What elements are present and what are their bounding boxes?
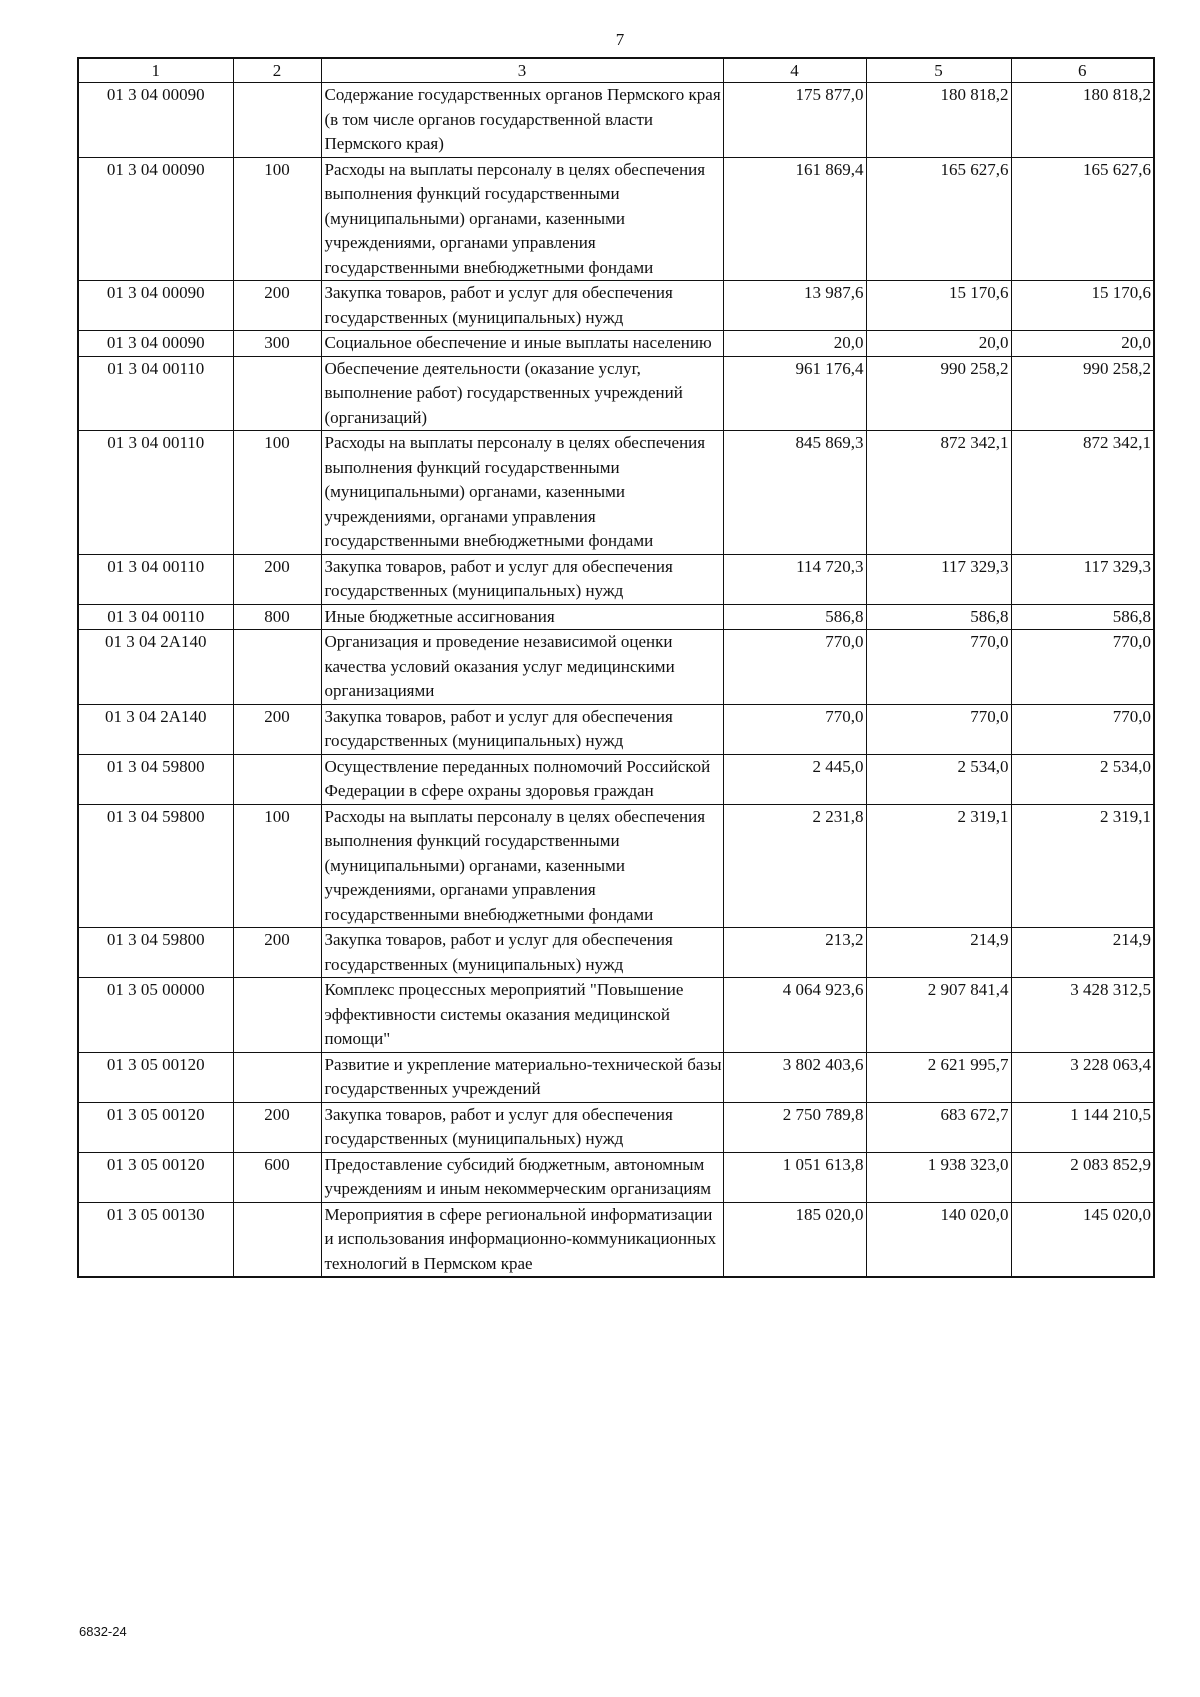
cell-description: Иные бюджетные ассигнования [321,604,723,630]
table-row [78,1202,1154,1277]
cell-expense-type [233,356,321,431]
table-row [78,431,1154,555]
cell-amount-col4: 961 176,4 [723,356,866,431]
cell-expense-type [233,1202,321,1277]
budget-table [77,57,1155,1278]
column-header-5: 5 [866,58,1011,83]
cell-target-code: 01 3 04 59800 [78,754,233,804]
cell-amount-col4: 13 987,6 [723,281,866,331]
cell-expense-type: 200 [233,1102,321,1152]
cell-amount-col6: 2 534,0 [1011,754,1154,804]
cell-target-code: 01 3 05 00130 [78,1202,233,1277]
cell-amount-col6: 165 627,6 [1011,157,1154,281]
cell-amount-col5: 117 329,3 [866,554,1011,604]
cell-amount-col5: 15 170,6 [866,281,1011,331]
cell-target-code: 01 3 04 00090 [78,157,233,281]
cell-amount-col6: 586,8 [1011,604,1154,630]
cell-amount-col4: 185 020,0 [723,1202,866,1277]
cell-target-code: 01 3 04 00110 [78,431,233,555]
cell-target-code: 01 3 04 00110 [78,356,233,431]
cell-amount-col5: 2 621 995,7 [866,1052,1011,1102]
cell-amount-col4: 586,8 [723,604,866,630]
cell-expense-type: 100 [233,431,321,555]
header-row [78,58,1154,83]
cell-amount-col5: 990 258,2 [866,356,1011,431]
cell-amount-col4: 845 869,3 [723,431,866,555]
cell-amount-col6: 872 342,1 [1011,431,1154,555]
cell-amount-col6: 3 228 063,4 [1011,1052,1154,1102]
cell-description: Закупка товаров, работ и услуг для обеспечения государственных (муниципальных) нужд [321,1102,723,1152]
table-row [78,356,1154,431]
cell-amount-col5: 2 319,1 [866,804,1011,928]
cell-amount-col5: 180 818,2 [866,83,1011,158]
cell-description: Закупка товаров, работ и услуг для обеспечения государственных (муниципальных) нужд [321,554,723,604]
cell-amount-col6: 214,9 [1011,928,1154,978]
cell-amount-col6: 117 329,3 [1011,554,1154,604]
cell-expense-type [233,630,321,705]
cell-description: Социальное обеспечение и иные выплаты населению [321,331,723,357]
cell-target-code: 01 3 04 00090 [78,331,233,357]
cell-expense-type: 100 [233,804,321,928]
table-row [78,157,1154,281]
column-header-6: 6 [1011,58,1154,83]
cell-description: Предоставление субсидий бюджетным, автономным учреждениям и иным некоммерческим организациям [321,1152,723,1202]
cell-target-code: 01 3 04 00090 [78,83,233,158]
document-id: 6832-24 [79,1624,127,1639]
table-row [78,978,1154,1053]
column-header-4: 4 [723,58,866,83]
table-row [78,604,1154,630]
cell-amount-col4: 2 750 789,8 [723,1102,866,1152]
cell-description: Обеспечение деятельности (оказание услуг, выполнение работ) государственных учреждений (организаций) [321,356,723,431]
table-row [78,1052,1154,1102]
cell-amount-col5: 2 907 841,4 [866,978,1011,1053]
cell-amount-col6: 770,0 [1011,704,1154,754]
cell-description: Расходы на выплаты персоналу в целях обеспечения выполнения функций государственными (муниципальными) органами, казенными учреждениями, органами управления государственными внебюджетными фондами [321,431,723,555]
cell-expense-type: 200 [233,281,321,331]
column-header-2: 2 [233,58,321,83]
cell-amount-col4: 1 051 613,8 [723,1152,866,1202]
cell-amount-col4: 2 231,8 [723,804,866,928]
table-row [78,331,1154,357]
cell-amount-col6: 1 144 210,5 [1011,1102,1154,1152]
cell-target-code: 01 3 05 00000 [78,978,233,1053]
table-row [78,704,1154,754]
cell-target-code: 01 3 04 00110 [78,554,233,604]
cell-expense-type: 200 [233,928,321,978]
cell-amount-col6: 2 083 852,9 [1011,1152,1154,1202]
cell-amount-col5: 1 938 323,0 [866,1152,1011,1202]
cell-expense-type: 100 [233,157,321,281]
cell-expense-type: 200 [233,554,321,604]
cell-target-code: 01 3 05 00120 [78,1102,233,1152]
cell-amount-col5: 770,0 [866,704,1011,754]
table-row [78,1152,1154,1202]
cell-target-code: 01 3 04 00090 [78,281,233,331]
cell-amount-col4: 4 064 923,6 [723,978,866,1053]
cell-amount-col6: 15 170,6 [1011,281,1154,331]
cell-description: Закупка товаров, работ и услуг для обеспечения государственных (муниципальных) нужд [321,281,723,331]
cell-amount-col5: 165 627,6 [866,157,1011,281]
cell-expense-type: 200 [233,704,321,754]
cell-expense-type [233,978,321,1053]
cell-description: Организация и проведение независимой оценки качества условий оказания услуг медицинскими организациями [321,630,723,705]
cell-amount-col5: 214,9 [866,928,1011,978]
cell-amount-col4: 175 877,0 [723,83,866,158]
cell-amount-col5: 140 020,0 [866,1202,1011,1277]
cell-amount-col4: 770,0 [723,704,866,754]
cell-amount-col5: 20,0 [866,331,1011,357]
cell-expense-type: 800 [233,604,321,630]
cell-amount-col5: 2 534,0 [866,754,1011,804]
column-header-3: 3 [321,58,723,83]
cell-description: Содержание государственных органов Пермского края (в том числе органов государственной власти Пермского края) [321,83,723,158]
column-header-1: 1 [78,58,233,83]
cell-target-code: 01 3 04 59800 [78,928,233,978]
table-body [78,83,1154,1278]
cell-description: Комплекс процессных мероприятий "Повышение эффективности системы оказания медицинской помощи" [321,978,723,1053]
cell-amount-col5: 770,0 [866,630,1011,705]
cell-description: Развитие и укрепление материально-технической базы государственных учреждений [321,1052,723,1102]
table-row [78,754,1154,804]
table-row [78,281,1154,331]
cell-amount-col4: 3 802 403,6 [723,1052,866,1102]
cell-amount-col6: 145 020,0 [1011,1202,1154,1277]
cell-target-code: 01 3 04 59800 [78,804,233,928]
cell-amount-col6: 180 818,2 [1011,83,1154,158]
cell-description: Осуществление переданных полномочий Российской Федерации в сфере охраны здоровья граждан [321,754,723,804]
cell-description: Расходы на выплаты персоналу в целях обеспечения выполнения функций государственными (муниципальными) органами, казенными учреждениями, органами управления государственными внебюджетными фондами [321,157,723,281]
table-row [78,630,1154,705]
cell-amount-col6: 2 319,1 [1011,804,1154,928]
cell-description: Закупка товаров, работ и услуг для обеспечения государственных (муниципальных) нужд [321,928,723,978]
cell-amount-col5: 683 672,7 [866,1102,1011,1152]
page-number: 7 [615,30,625,49]
cell-expense-type: 300 [233,331,321,357]
cell-description: Мероприятия в сфере региональной информатизации и использования информационно-коммуникационных технологий в Пермском крае [321,1202,723,1277]
cell-amount-col5: 872 342,1 [866,431,1011,555]
cell-amount-col4: 770,0 [723,630,866,705]
cell-target-code: 01 3 04 2А140 [78,630,233,705]
cell-amount-col6: 3 428 312,5 [1011,978,1154,1053]
cell-expense-type [233,754,321,804]
cell-amount-col5: 586,8 [866,604,1011,630]
cell-target-code: 01 3 04 00110 [78,604,233,630]
table-row [78,83,1154,158]
table-row [78,1102,1154,1152]
cell-amount-col6: 990 258,2 [1011,356,1154,431]
cell-amount-col6: 20,0 [1011,331,1154,357]
cell-expense-type [233,83,321,158]
cell-target-code: 01 3 05 00120 [78,1152,233,1202]
cell-target-code: 01 3 05 00120 [78,1052,233,1102]
cell-amount-col4: 114 720,3 [723,554,866,604]
cell-amount-col4: 20,0 [723,331,866,357]
cell-description: Закупка товаров, работ и услуг для обеспечения государственных (муниципальных) нужд [321,704,723,754]
cell-expense-type [233,1052,321,1102]
table-row [78,554,1154,604]
cell-expense-type: 600 [233,1152,321,1202]
table-row [78,928,1154,978]
cell-amount-col4: 161 869,4 [723,157,866,281]
cell-amount-col4: 2 445,0 [723,754,866,804]
cell-amount-col4: 213,2 [723,928,866,978]
table-row [78,804,1154,928]
cell-target-code: 01 3 04 2А140 [78,704,233,754]
cell-amount-col6: 770,0 [1011,630,1154,705]
cell-description: Расходы на выплаты персоналу в целях обеспечения выполнения функций государственными (муниципальными) органами, казенными учреждениями, органами управления государственными внебюджетными фондами [321,804,723,928]
